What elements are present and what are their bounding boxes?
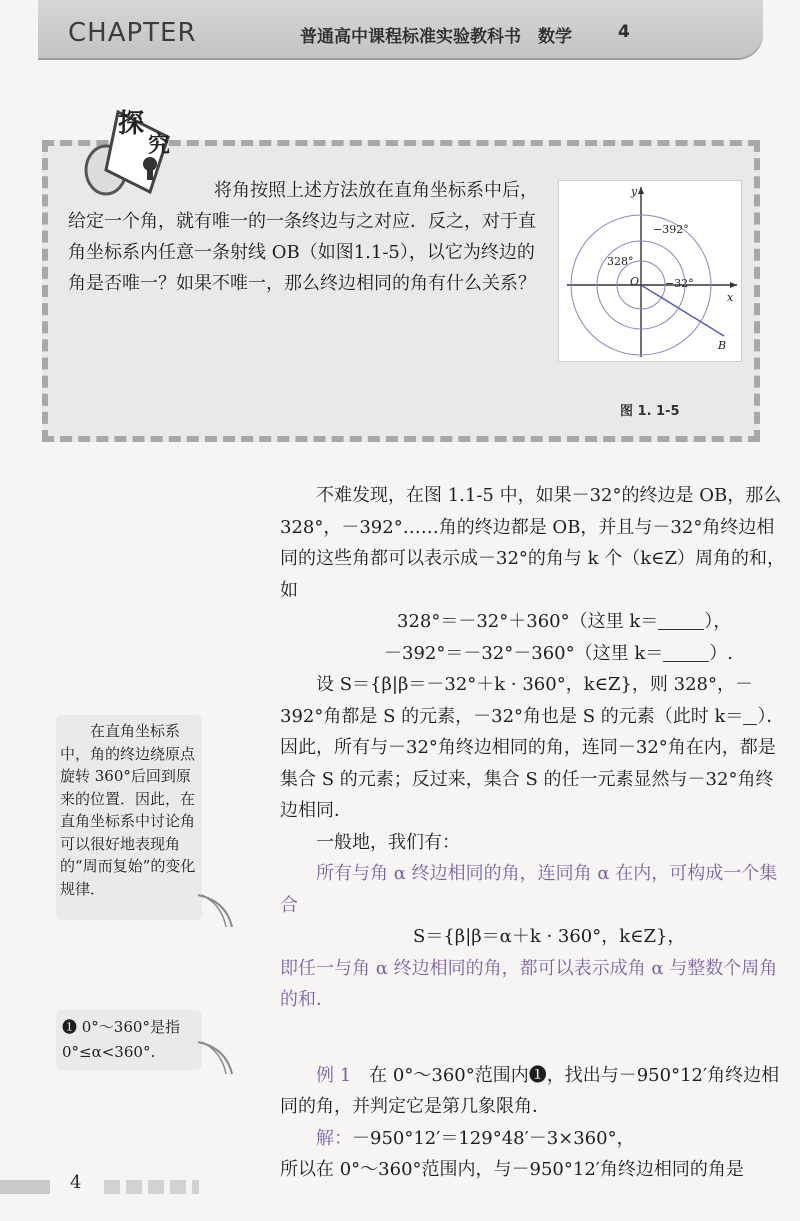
label-neg392: −392° xyxy=(653,223,689,236)
eq1-right: ）， xyxy=(704,611,732,632)
note2-text: ❶ 0°～360°是指 0°≤α<360°. xyxy=(62,1018,180,1061)
main-text xyxy=(280,480,785,1186)
solution xyxy=(280,1123,785,1155)
example-1 xyxy=(280,1060,785,1123)
label-x: x xyxy=(727,291,734,304)
p2-blank xyxy=(743,706,757,725)
eq1-blank xyxy=(658,611,704,630)
example-label: 例 1 xyxy=(316,1064,352,1086)
figure-card xyxy=(558,180,742,362)
book-title: 普通高中课程标准实验教科书 数学 xyxy=(300,27,572,47)
last-line: 所以在 0°～360°范围内，与－950°12′角终边相同的角是 xyxy=(280,1159,744,1180)
definition-line-2: 即任一与角 α 终边相同的角，都可以表示成角 α 与整数个周角的和． xyxy=(280,957,778,1010)
margin-note-2 xyxy=(56,1010,202,1070)
label-328: 328° xyxy=(607,255,634,268)
label-b: B xyxy=(718,339,727,352)
badge-char-1: 探 xyxy=(118,109,145,139)
footer-bar-left xyxy=(0,1180,50,1194)
equation-2 xyxy=(280,638,785,670)
footer-bar-right xyxy=(104,1180,199,1194)
definition-line-1: 所有与角 α 终边相同的角，连同角 α 在内，可构成一个集合 xyxy=(280,863,778,916)
paragraph-3: 一般地，我们有： xyxy=(316,831,460,853)
badge-char-2: 究 xyxy=(148,132,171,158)
note2-curl-icon xyxy=(196,1040,236,1076)
example-text: 在 0°～360°范围内❶，找出与－950°12′角终边相同的角，并判定它是第几象限角． xyxy=(280,1064,780,1117)
margin-note-1 xyxy=(56,715,202,920)
eq1-left: 328°＝－32°＋360°（这里 k＝ xyxy=(397,611,659,632)
eq2-right: ）. xyxy=(709,642,733,664)
eq2-blank xyxy=(663,643,709,662)
solution-text: －950°12′＝129°48′－3×360°， xyxy=(352,1127,635,1149)
p2-part-a: 设 S＝{β|β＝－32°＋k · 360°，k∈Z}，则 328°，－392°角都是 S 的元素，－32°角也是 S 的元素（此时 k＝ xyxy=(280,674,753,727)
chapter-label: CHAPTER xyxy=(68,18,197,48)
label-neg32: −32° xyxy=(665,277,694,290)
label-o: O xyxy=(630,275,640,288)
paragraph-2 xyxy=(280,669,785,827)
explore-text xyxy=(68,175,538,299)
eq2-left: －392°＝－32°－360°（这里 k＝ xyxy=(384,642,664,664)
note1-text: 在直角坐标系中，角的终边绕原点旋转 360°后回到原来的位置．因此，在直角坐标系中讨论角可以很好地表现角的“周而复始”的变化规律． xyxy=(60,722,196,898)
figure-caption: 图 1. 1-5 xyxy=(620,404,680,419)
label-y: y xyxy=(631,185,638,198)
page-number: 4 xyxy=(70,1172,82,1193)
paragraph-1: 不难发现，在图 1.1-5 中，如果－32°的终边是 OB，那么 328°，－392°……角的终边都是 OB，并且与－32°角终边相同的这些角都可以表示成－32°的角与 k 个（k∈Z）周角的和，如 xyxy=(280,485,785,601)
page-header xyxy=(38,0,763,58)
equation-1 xyxy=(280,606,785,638)
solution-label: 解： xyxy=(316,1127,352,1149)
header-page-number: 4 xyxy=(618,22,630,42)
note1-curl-icon xyxy=(196,893,236,929)
set-equation: S＝{β|β＝α＋k · 360°，k∈Z}， xyxy=(413,926,686,947)
explore-line1: 将角按照上述方法放在直角坐标系中 xyxy=(214,180,502,201)
p2-part-b: ）．因此，所有与－32°角终边相同的角，连同－32°角在内，都是集合 S 的元素；反过来，集合 S 的任一元素显然与－32°角终边相同． xyxy=(280,705,785,821)
explore-rest: 后，给定一个角，就有唯一的一条终边与之对应．反之，对于直角坐标系内任意一条射线 OB（如图1.1-5），以它为终边的角是否唯一？如果不唯一，那么终边相同的角有什么关系？ xyxy=(68,180,538,294)
figure-diagram xyxy=(559,181,741,361)
